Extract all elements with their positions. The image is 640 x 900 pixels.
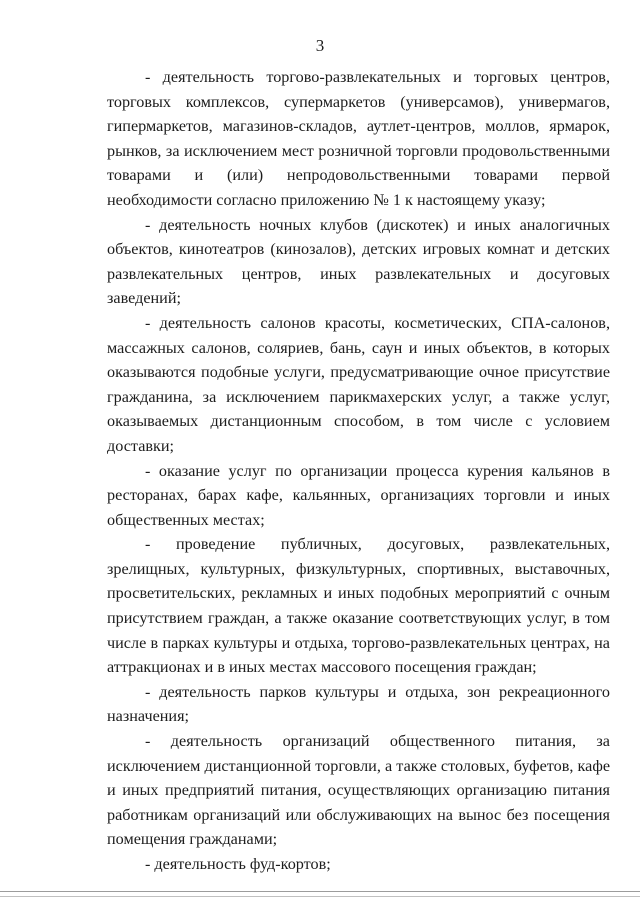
paragraph-culture-parks: - деятельность парков культуры и отдыха, зон рекреационного назначения; — [107, 682, 610, 726]
scan-edge-line — [0, 896, 640, 897]
paragraph-public-catering: - деятельность организаций общественного питания, за исключением дистанционной торговли, а также столовых, буфетов, кафе и иных предприятий питания, осуществляющих организацию питания работникам организаций или обслуживающих на вынос без посещения помещения гражданами; — [107, 732, 610, 849]
paragraph-shopping-centers: - деятельность торгово-развлекательных и торговых центров, торговых комплексов, супермаркетов (универсамов), универмагов, гипермаркетов, магазинов-складов, аутлет-центров, моллов, ярмарок, рынков, за исключением мест розничной торговли продовольственными товарами и (или) непродовольственными товарами первой необходимости согласно приложению № 1 к настоящему указу; — [107, 68, 610, 209]
paragraph-night-clubs: - деятельность ночных клубов (дискотек) и иных аналогичных объектов, кинотеатров (кинозалов), детских игровых комнат и детских развлекательных центров, иных развлекательных и досуговых заведений; — [107, 215, 610, 308]
paragraph-beauty-salons: - деятельность салонов красоты, косметических, СПА-салонов, массажных салонов, соляриев, бань, саун и иных объектов, в которых оказываются подобные услуги, предусматривающие очное присутствие гражданина, за исключением парикмахерских услуг, а также услуг, оказываемых дистанционным способом, в том числе с условием доставки; — [107, 313, 610, 455]
paragraph-hookah-services: - оказание услуг по организации процесса курения кальянов в ресторанах, барах кафе, кальянных, организациях торговли и иных общественных местах; — [107, 461, 610, 529]
document-body — [107, 65, 610, 877]
page-number: 3 — [315, 36, 325, 55]
paragraph-public-events: - проведение публичных, досуговых, развлекательных, зрелищных, культурных, физкультурных, спортивных, выставочных, просветительских, рекламных и иных подобных мероприятий с очным присутствием граждан, а также оказание соответствующих услуг, в том числе в парках культуры и отдыха, торгово-развлекательных центрах, на аттракционах и в иных местах массового посещения граждан; — [107, 535, 610, 677]
scan-edge-line — [0, 891, 640, 892]
paragraph-food-courts: - деятельность фуд-кортов; — [145, 855, 331, 873]
